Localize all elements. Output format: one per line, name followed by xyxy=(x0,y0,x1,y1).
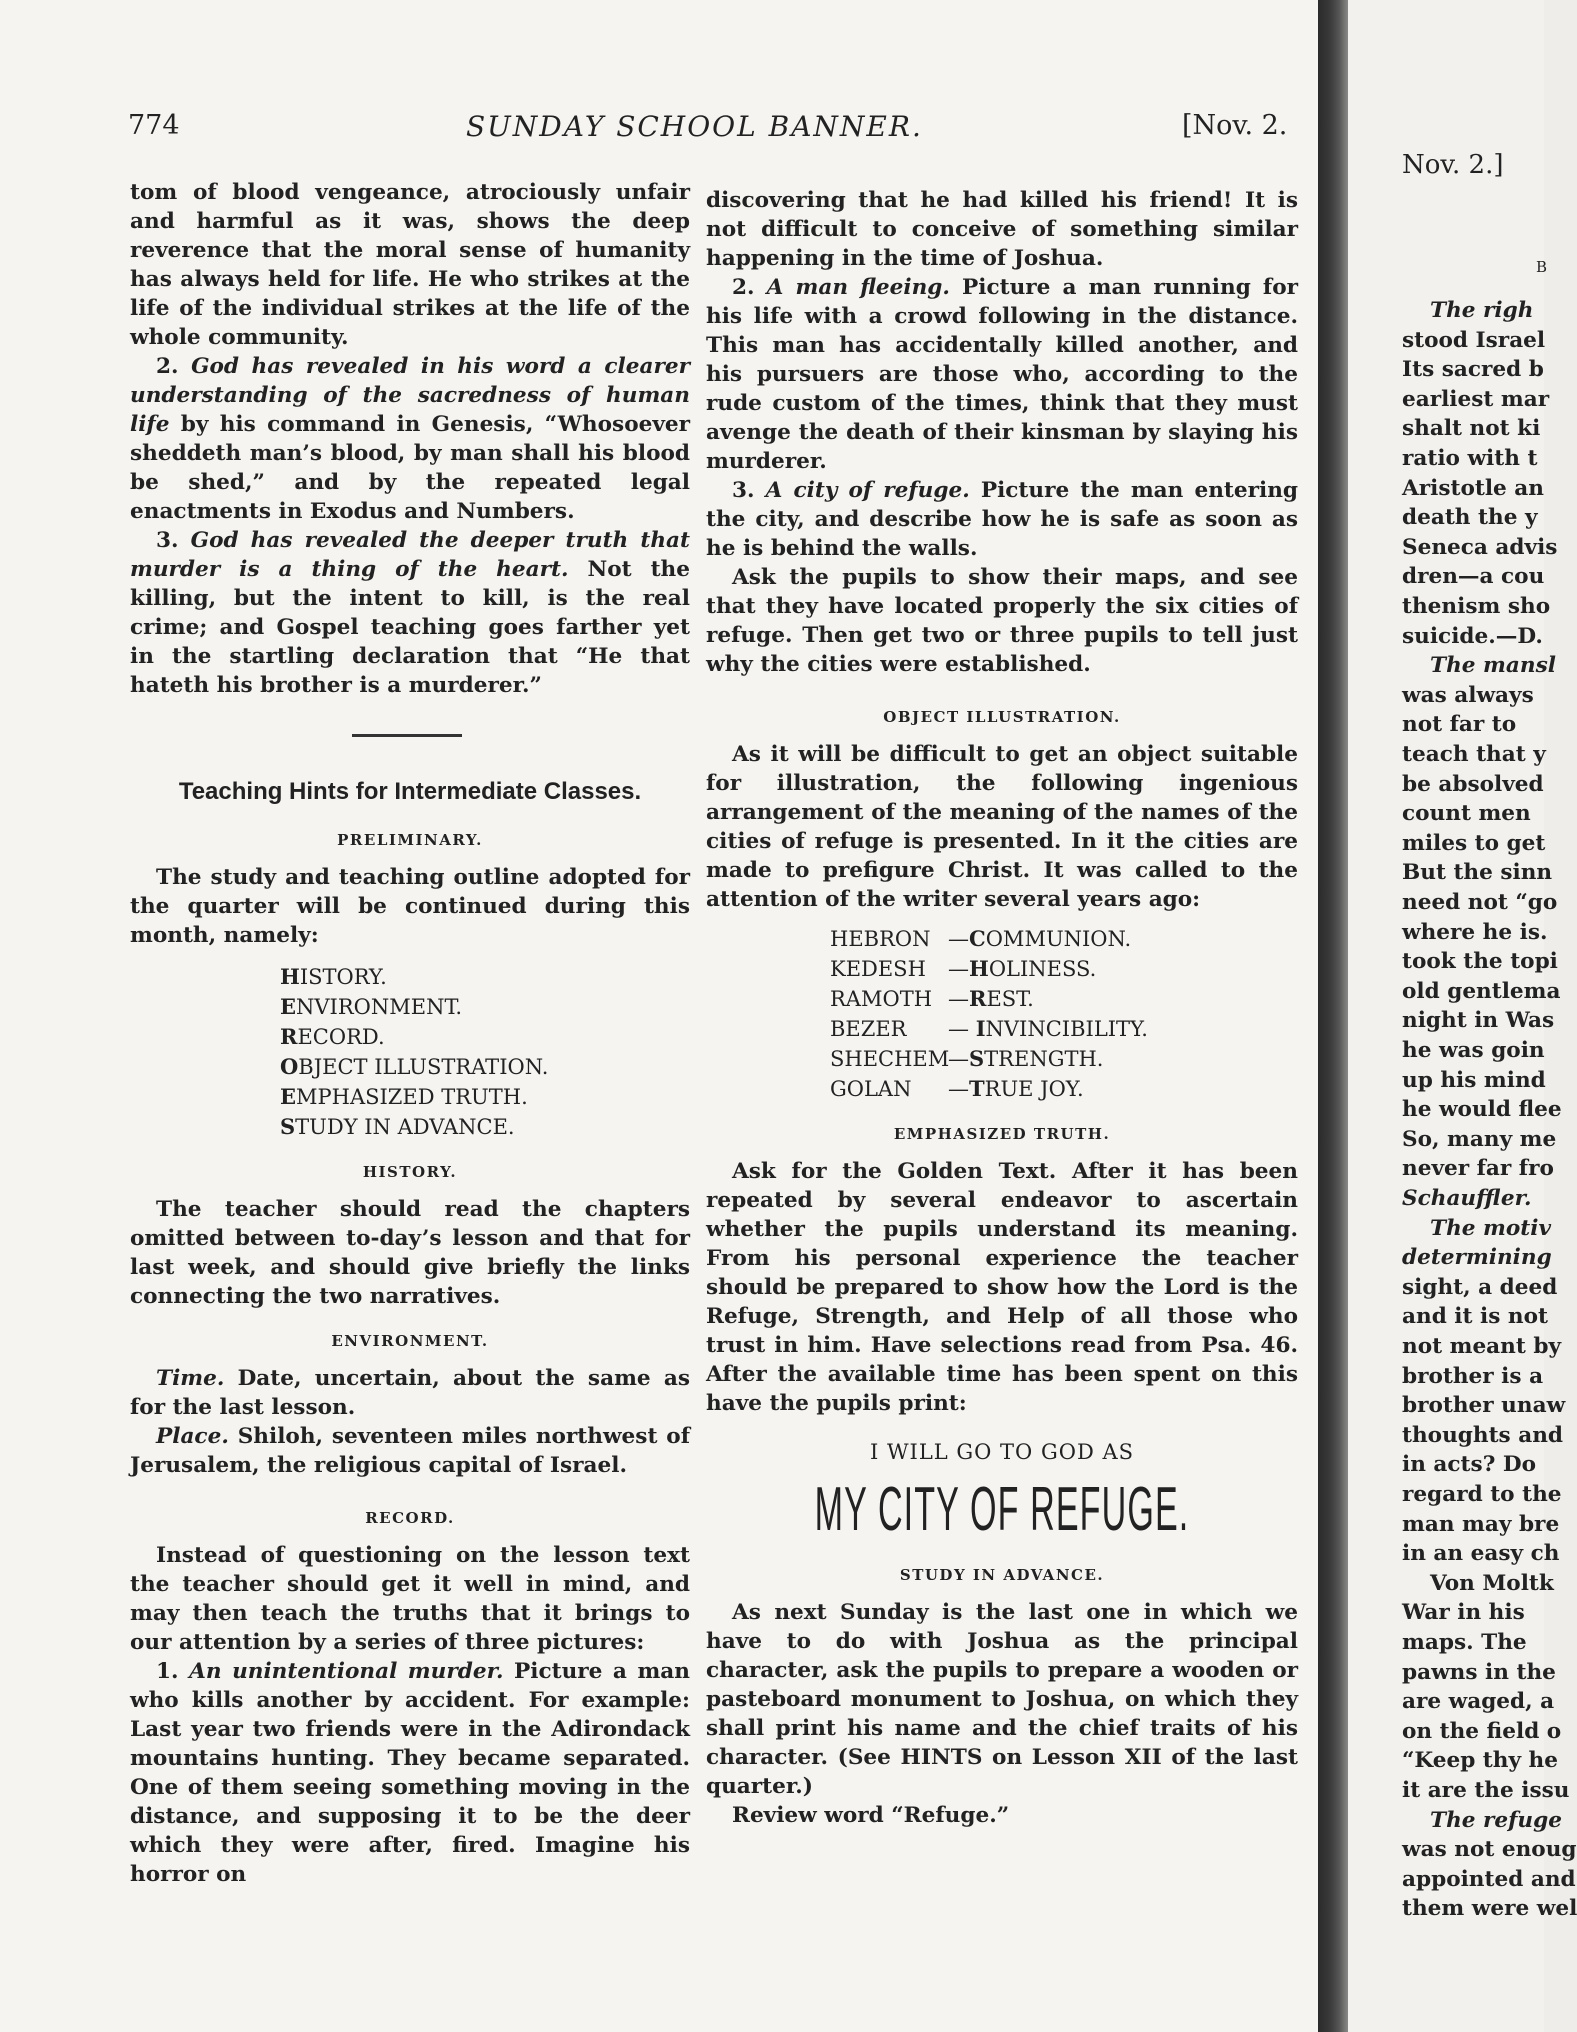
right-page-line: need not “go xyxy=(1402,890,1558,915)
city-row: RAMOTH —REST. xyxy=(830,986,1034,1011)
right-page-line: old gentlema xyxy=(1402,978,1561,1004)
right-page-line: sight, a deed xyxy=(1402,1274,1558,1300)
outline-list xyxy=(280,962,690,1142)
heading-object-illustration: OBJECT ILLUSTRATION. xyxy=(883,708,1121,726)
right-page-line: took the topi xyxy=(1402,949,1558,975)
column-right xyxy=(706,186,1298,1830)
running-title: SUNDAY SCHOOL BANNER. xyxy=(466,110,923,143)
paragraph-point-2 xyxy=(130,352,690,526)
outline-item: RECORD. xyxy=(280,1024,385,1049)
right-page-line: The motiv xyxy=(1430,1215,1552,1241)
right-page-line: night in Was xyxy=(1402,1008,1555,1034)
right-page-line: death the y xyxy=(1402,505,1538,531)
right-page-line: them were wel xyxy=(1402,1896,1577,1922)
right-page-line: War in his xyxy=(1402,1600,1525,1626)
right-page-line: Schauffler. xyxy=(1402,1186,1532,1211)
emphasized-text: Ask for the Golden Text. After it has been repeated by several endeavor to ascertain whether the pupils understand its meaning. From his personal experience the teacher should be prepared to show how the Lord is the Refuge, Strength, and Help of all those who trust in him. Have selections read from Psa. 46. After the available time has been spent on this have the pupils print: xyxy=(706,1159,1298,1416)
paragraph-point-3 xyxy=(130,526,690,700)
city-row: KEDESH —HOLINESS. xyxy=(830,956,1097,981)
right-page-line: and it is not xyxy=(1402,1304,1548,1330)
point-text: Not the killing, but the intent to kill, is the real crime; and Gospel teaching goes farther yet in the startling declaration that “He that hateth his brother is a murderer.” xyxy=(130,557,690,698)
right-page-line: maps. The xyxy=(1402,1630,1527,1655)
review-text: Review word “Refuge.” xyxy=(732,1803,1010,1828)
right-page-line: count men xyxy=(1402,801,1531,827)
right-page-line: man may bre xyxy=(1402,1511,1560,1537)
point-text: by his command in Genesis, “Whosoever sheddeth man’s blood, by man shall his blood be shed,” and by the repeated legal enactments in Exodus and Numbers. xyxy=(130,412,690,524)
point-italic: God has revealed in his word a clearer understanding of the sacredness of human life xyxy=(130,354,690,437)
right-page-line: brother is a xyxy=(1402,1363,1544,1389)
picture-3-text: 3. A city of refuge. Picture the man entering the city, and describe how he is safe as soon as he is behind the walls. xyxy=(706,478,1298,561)
right-page-line: be absolved xyxy=(1402,771,1544,797)
outline-item: ENVIRONMENT. xyxy=(280,994,463,1019)
right-page-line: he was goin xyxy=(1402,1038,1545,1063)
right-page-line: not far to xyxy=(1402,712,1517,738)
right-page-line: suicide.—D. xyxy=(1402,623,1543,649)
right-page-line: brother unaw xyxy=(1402,1393,1566,1419)
right-page-line: dren—a cou xyxy=(1402,564,1545,590)
picture-2-text: 2. A man fleeing. Picture a man running for his life with a crowd following in the distance. This man has accidentally killed another, and his pursuers are those who, according to the rude custom of the times, think that they must avenge the death of their kinsman by slaying his murderer. xyxy=(706,275,1298,474)
right-page-line: in acts? Do xyxy=(1402,1452,1536,1478)
right-page-line: ratio with t xyxy=(1402,446,1538,471)
right-page-heading-fragment: B xyxy=(1536,258,1548,276)
page-number: 774 xyxy=(128,110,180,141)
right-page-line: where he is. xyxy=(1402,919,1548,945)
time-text: Time. Date, uncertain, about the same as for the last lesson. xyxy=(130,1366,690,1420)
object-text: As it will be difficult to get an object suitable for illustration, the following ingenious arrangement of the meaning of the names of the cities of refuge is presented. In it the cities are made to prefigure Christ. It was called to the attention of the writer several years ago: xyxy=(706,742,1298,912)
right-page-date: Nov. 2.] xyxy=(1402,150,1504,180)
right-page-line: determining xyxy=(1402,1245,1552,1271)
print-line-large: MY CITY OF REFUGE. xyxy=(814,1475,1190,1544)
right-page-line: shalt not ki xyxy=(1402,416,1541,442)
right-page-line: Its sacred b xyxy=(1402,357,1544,383)
right-page-line: on the field o xyxy=(1402,1718,1562,1744)
city-row: HEBRON —COMMUNION. xyxy=(830,926,1132,951)
right-page-line: up his mind xyxy=(1402,1067,1546,1093)
paragraph-continuation: tom of blood vengeance, atrociously unfair and harmful as it was, shows the deep reverence that the moral sense of humanity has always held for life. He who strikes at the life of the individual strikes at the life of the whole community. xyxy=(130,180,690,350)
right-page-line: But the sinn xyxy=(1402,860,1553,886)
right-page-line: teach that y xyxy=(1402,742,1546,767)
section-divider xyxy=(352,734,462,737)
right-page-line: “Keep thy he xyxy=(1402,1748,1558,1774)
picture-1-text: 1. An unintentional murder. Picture a man who kills another by accident. For example: Last year two friends were in the Adirondack mountains hunting. They became separated. One of them seeing something moving in the distance, and supposing it to be the deer which they were after, fired. Imagine his horror on xyxy=(130,1659,690,1887)
history-text: The teacher should read the chapters omitted between to-day’s lesson and that for last week, and should give briefly the links connecting the two narratives. xyxy=(130,1197,690,1309)
point-number: 3. xyxy=(156,528,179,553)
right-page-line: Seneca advis xyxy=(1402,534,1558,560)
paragraph-continuation: discovering that he had killed his friend! It is not difficult to conceive of something similar happening in the time of Joshua. xyxy=(706,188,1298,271)
heading-record: RECORD. xyxy=(365,1509,455,1527)
outline-item: STUDY IN ADVANCE. xyxy=(280,1114,515,1139)
right-page-line: miles to get xyxy=(1402,830,1546,856)
right-page-line: thoughts and xyxy=(1402,1422,1564,1448)
right-page-fragment xyxy=(1348,0,1577,2032)
record-text: Instead of questioning on the lesson text the teacher should get it well in mind, and may then teach the truths that it brings to our attention by a series of three pictures: xyxy=(130,1543,690,1655)
maps-text: Ask the pupils to show their maps, and see that they have located properly the six cities of refuge. Then get two or three pupils to tell just why the cities were established. xyxy=(706,565,1298,677)
right-page-line: The mansl xyxy=(1430,653,1556,679)
place-text: Place. Shiloh, seventeen miles northwest of Jerusalem, the religious capital of Israel. xyxy=(130,1424,690,1478)
right-page-line: thenism sho xyxy=(1402,594,1551,619)
right-page-line: never far fro xyxy=(1402,1156,1554,1182)
column-left xyxy=(130,178,690,1889)
point-italic: God has revealed the deeper truth that murder is a thing of the heart. xyxy=(130,528,690,582)
right-page-line: earliest mar xyxy=(1402,386,1550,412)
outline-item: EMPHASIZED TRUTH. xyxy=(280,1084,528,1109)
city-row: GOLAN —TRUE JOY. xyxy=(830,1076,1084,1101)
outline-item: OBJECT ILLUSTRATION. xyxy=(280,1054,549,1079)
right-page-line: he would flee xyxy=(1402,1097,1562,1123)
right-page-line: appointed and xyxy=(1402,1866,1576,1892)
heading-environment: ENVIRONMENT. xyxy=(331,1332,489,1350)
header-date: [Nov. 2. xyxy=(1182,110,1288,141)
right-page-line: So, many me xyxy=(1402,1126,1557,1152)
book-gutter xyxy=(1318,0,1348,2032)
section-title: Teaching Hints for Intermediate Classes. xyxy=(178,778,642,805)
heading-study-in-advance: STUDY IN ADVANCE. xyxy=(899,1566,1105,1584)
outline-item: HISTORY. xyxy=(280,964,387,989)
right-page-line: The righ xyxy=(1430,298,1534,323)
city-row: BEZER — INVINCIBILITY. xyxy=(830,1016,1148,1041)
right-page-line: was always xyxy=(1402,682,1534,708)
heading-history: HISTORY. xyxy=(362,1163,458,1181)
study-text: As next Sunday is the last one in which we have to do with Joshua as the principal character, ask the pupils to prepare a wooden or pasteboard monument to Joshua, on which they shall print his name and the chief traits of his character. (See HINTS on Lesson XII of the last quarter.) xyxy=(706,1600,1299,1799)
right-page-line: The refuge xyxy=(1430,1807,1562,1833)
right-page-line: was not enoug xyxy=(1402,1837,1577,1863)
heading-preliminary: PRELIMINARY. xyxy=(337,831,483,849)
heading-emphasized-truth: EMPHASIZED TRUTH. xyxy=(893,1125,1111,1143)
right-page-line: in an easy ch xyxy=(1402,1541,1560,1567)
right-page-line: regard to the xyxy=(1402,1482,1562,1507)
print-line-small: I WILL GO TO GOD AS xyxy=(869,1440,1135,1464)
city-row: SHECHEM —STRENGTH. xyxy=(830,1046,1104,1071)
right-page-line: are waged, a xyxy=(1402,1689,1555,1715)
right-page-line: not meant by xyxy=(1402,1334,1562,1359)
right-page-line: stood Israel xyxy=(1402,327,1546,353)
point-number: 2. xyxy=(156,354,179,379)
cities-list xyxy=(830,924,1298,1104)
preliminary-text: The study and teaching outline adopted for the quarter will be continued during this month, namely: xyxy=(130,865,690,948)
right-page-line: Von Moltk xyxy=(1430,1570,1554,1596)
right-page-line: it are the issu xyxy=(1402,1778,1570,1803)
right-page-line: pawns in the xyxy=(1402,1659,1556,1685)
right-page-line: Aristotle an xyxy=(1402,475,1544,501)
